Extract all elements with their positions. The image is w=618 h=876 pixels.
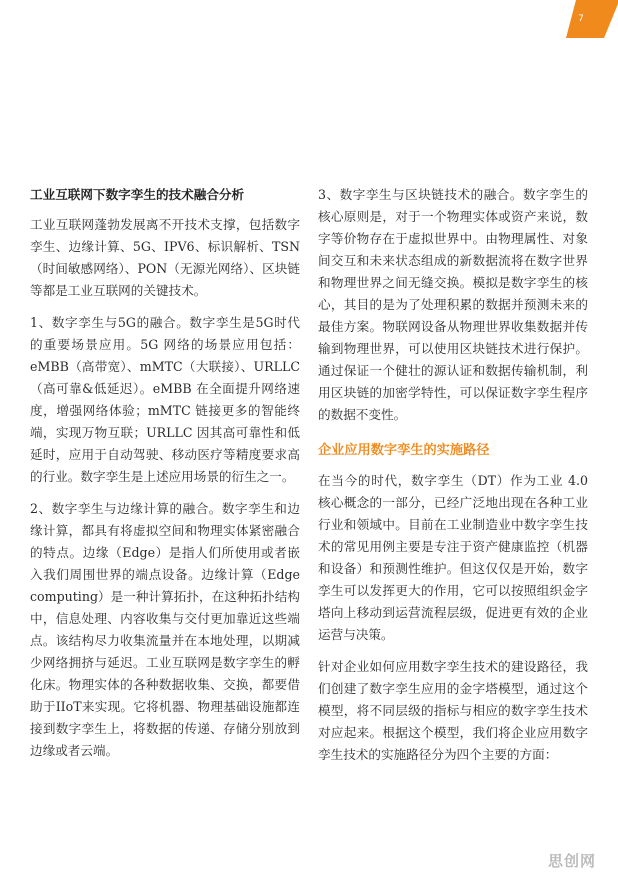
section-heading-tech-fusion: 工业互联网下数字孪生的技术融合分析 — [30, 187, 245, 202]
paragraph-intro: 工业互联网蓬勃发展离不开技术支撑，包括数字孪生、边缘计算、5G、IPV6、标识解析、TSN（时间敏感网络）、PON（无源光网络）、区块链等都是工业互联网的关键技术。 — [30, 217, 300, 298]
paragraph-blockchain-fusion: 3、数字孪生与区块链技术的融合。数字孪生的核心原则是，对于一个物理实体或资产来说，数字等价物存在于虚拟世界中。由物理属性、对象间交互和未来状态组成的新数据流将在数字世界和物理世界之间无缝交换。模拟是数字孪生的核心，其目的是为了处理积累的数据并预测未来的最佳方案。物联网设备从物理世界收集数据并传输到物理世界，可以使用区块链技术进行保护。通过保证一个健壮的源认证和数据传输机制，利用区块链的加密学特性，可以保证数字孪生程序的数据不变性。 — [318, 187, 588, 422]
left-column — [30, 184, 300, 772]
section-heading-implementation-path: 企业应用数字孪生的实施路径 — [318, 443, 490, 458]
paragraph-edge-fusion: 2、数字孪生与边缘计算的融合。数字孪生和边缘计算，都具有将虚拟空间和物理实体紧密融合的特点。边缘（Edge）是指人们所使用或者嵌入我们周围世界的端点设备。边缘计算（Edge computing）是一种计算拓扑，在这种拓扑结构中，信息处理、内容收集与交付更加靠近这些端点。该结构尽力收集流量并在本地处理，以期减少网络拥挤与延迟。工业互联网是数字孪生的孵化床。物理实体的各种数据收集、交换，都要借助于IIoT来实现。它将机器、物理基础设施都连接到数字孪生上，将数据的传递、存储分别放到边缘或者云端。 — [30, 501, 300, 758]
paragraph-5g-fusion: 1、数字孪生与5G的融合。数字孪生是5G时代的重要场景应用。5G 网络的场景应用包括：eMBB（高带宽）、mMTC（大联接）、URLLC（高可靠&低延迟）。eMBB 在全面提升网络速度，增强网络体验；mMTC 链接更多的智能终端，实现万物互联；URLLC 因其高可靠性和低延时，应用于自动驾驶、移动医疗等精度要求高的行业。数字孪生是上述应用场景的衍生之一。 — [30, 315, 300, 484]
page-number: 7 — [578, 14, 584, 24]
paragraph-pyramid-model: 针对企业如何应用数字孪生技术的建设路径，我们创建了数字孪生应用的金字塔模型，通过这个模型，将不同层级的指标与相应的数字孪生技术对应起来。根据这个模型，我们将企业应用数字孪生技术的实施路径分为四个主要的方面： — [318, 659, 588, 762]
watermark: 思创网 — [548, 852, 597, 870]
paragraph-dt-industry: 在当今的时代，数字孪生（DT）作为工业 4.0 核心概念的一部分，已经广泛地出现在各种工业行业和领域中。目前在工业制造业中数字孪生技术的常见用例主要是专注于资产健康监控（机器和设备）和预测性维护。但这仅仅是开始，数字孪生可以发挥更大的作用，它可以按照组织金字塔向上移动到运营流程层级，促进更有效的企业运营与决策。 — [318, 473, 588, 642]
right-column — [318, 184, 588, 776]
